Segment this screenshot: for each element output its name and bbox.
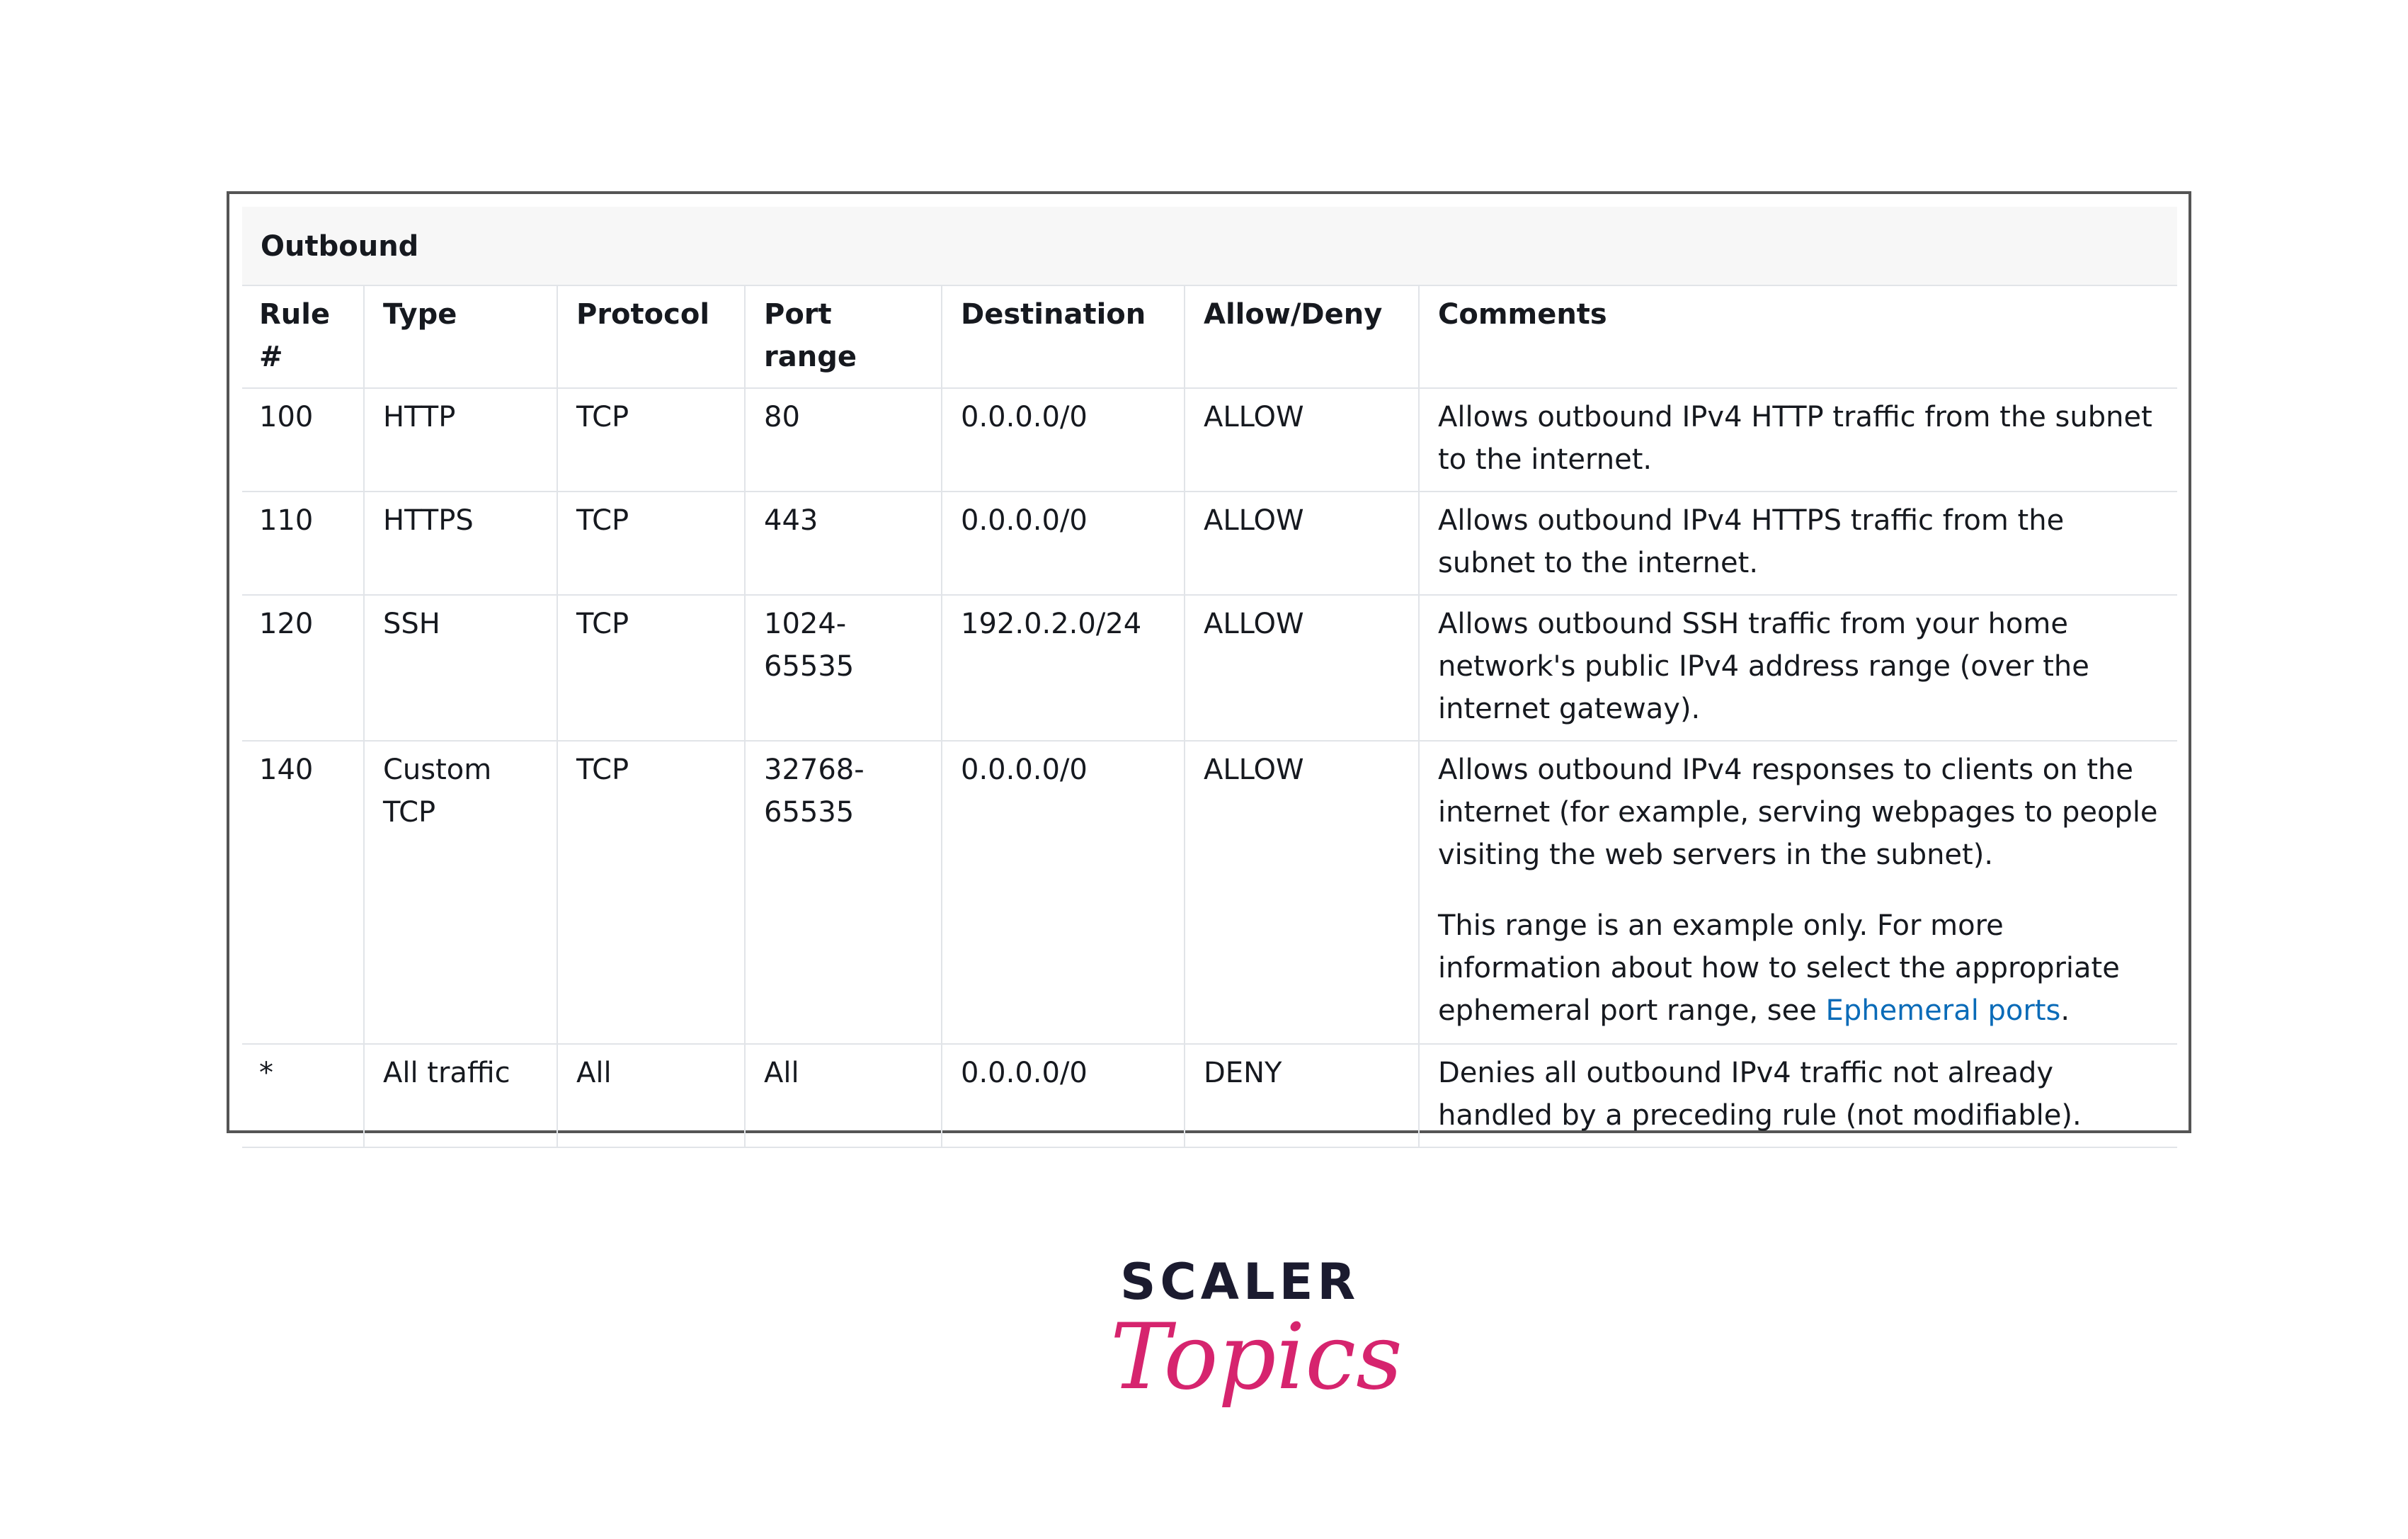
table-row [242, 1044, 2177, 1147]
column-header-destination: Destination [942, 286, 1185, 388]
cell-port-range: 80 [745, 388, 942, 492]
cell-rule: 100 [242, 388, 364, 492]
column-header-allow-deny: Allow/Deny [1185, 286, 1419, 388]
comment-note [1438, 904, 2159, 1032]
cell-comment: Allows outbound IPv4 HTTP traffic from the subnet to the internet. [1419, 388, 2177, 492]
cell-comment: Denies all outbound IPv4 traffic not already handled by a preceding rule (not modifiable). [1419, 1044, 2177, 1147]
cell-port-range: 443 [745, 492, 942, 595]
column-header-type: Type [364, 286, 557, 388]
cell-protocol: TCP [557, 388, 745, 492]
cell-rule: 120 [242, 595, 364, 741]
table-caption: Outbound [242, 207, 2177, 286]
outbound-rules-frame [227, 191, 2191, 1133]
cell-type: HTTPS [364, 492, 557, 595]
scaler-topics-logo [1105, 1253, 1403, 1438]
cell-allow-deny: ALLOW [1185, 492, 1419, 595]
logo-script-text: Topics [1110, 1305, 1403, 1410]
cell-type: Custom TCP [364, 741, 557, 1044]
cell-rule: 110 [242, 492, 364, 595]
ephemeral-ports-link[interactable]: Ephemeral ports [1825, 994, 2061, 1027]
cell-protocol: TCP [557, 741, 745, 1044]
column-header-protocol: Protocol [557, 286, 745, 388]
table-row [242, 595, 2177, 741]
cell-type: SSH [364, 595, 557, 741]
table-row [242, 492, 2177, 595]
table-header-row [242, 286, 2177, 388]
cell-port-range: 1024-65535 [745, 595, 942, 741]
comment-text: Allows outbound IPv4 responses to clients on the internet (for example, serving webpages to people visiting the web servers in the subnet). [1438, 754, 2158, 871]
cell-comment: Allows outbound IPv4 HTTPS traffic from the subnet to the internet. [1419, 492, 2177, 595]
cell-allow-deny: ALLOW [1185, 741, 1419, 1044]
cell-destination: 0.0.0.0/0 [942, 741, 1185, 1044]
cell-type: All traffic [364, 1044, 557, 1147]
cell-type: HTTP [364, 388, 557, 492]
comment-note-text: This range is an example only. For more information about how to select the appropriate ephemeral port range, see [1438, 909, 2120, 1027]
logo-wordmark: SCALER [1120, 1253, 1360, 1311]
cell-rule: 140 [242, 741, 364, 1044]
cell-destination: 0.0.0.0/0 [942, 492, 1185, 595]
cell-destination: 192.0.2.0/24 [942, 595, 1185, 741]
cell-allow-deny: ALLOW [1185, 388, 1419, 492]
cell-allow-deny: DENY [1185, 1044, 1419, 1147]
column-header-comments: Comments [1419, 286, 2177, 388]
cell-port-range: 32768-65535 [745, 741, 942, 1044]
cell-comment [1419, 741, 2177, 1044]
column-header-rule: Rule # [242, 286, 364, 388]
cell-protocol: TCP [557, 492, 745, 595]
table-row [242, 741, 2177, 1044]
cell-rule: * [242, 1044, 364, 1147]
table-row [242, 388, 2177, 492]
cell-allow-deny: ALLOW [1185, 595, 1419, 741]
outbound-rules-table [242, 286, 2177, 1148]
logo-script-topics [1105, 1303, 1403, 1438]
column-header-port-range: Port range [745, 286, 942, 388]
cell-port-range: All [745, 1044, 942, 1147]
cell-destination: 0.0.0.0/0 [942, 1044, 1185, 1147]
cell-comment: Allows outbound SSH traffic from your home network's public IPv4 address range (over the internet gateway). [1419, 595, 2177, 741]
cell-protocol: TCP [557, 595, 745, 741]
comment-note-period: . [2060, 994, 2070, 1027]
cell-destination: 0.0.0.0/0 [942, 388, 1185, 492]
cell-protocol: All [557, 1044, 745, 1147]
